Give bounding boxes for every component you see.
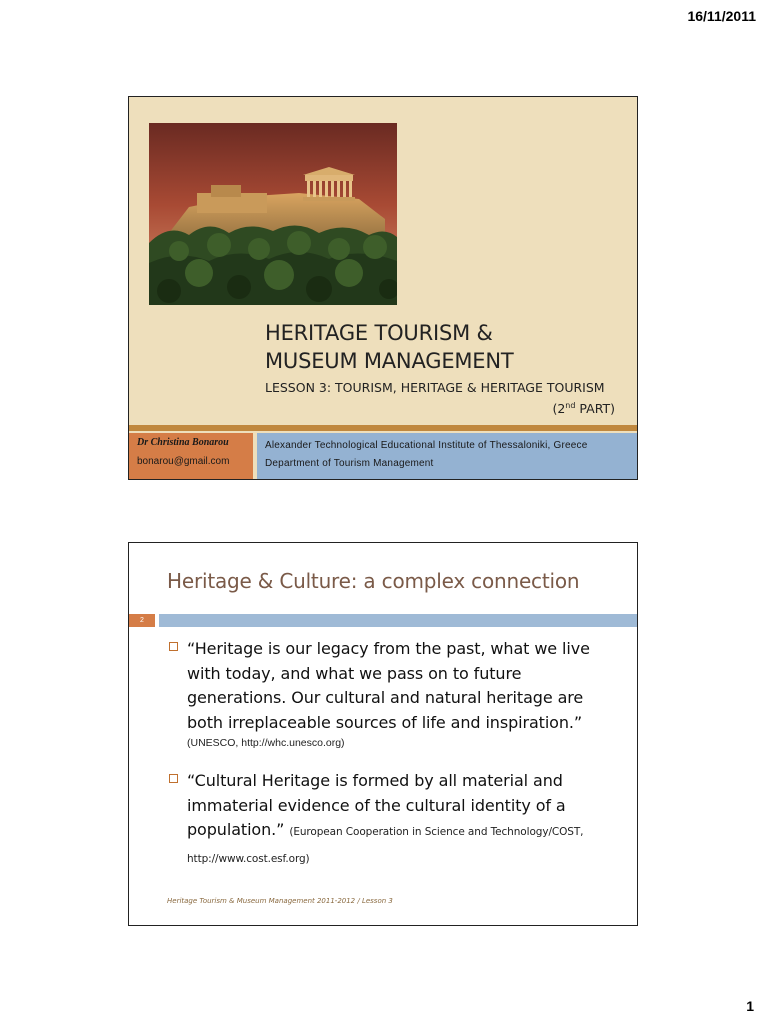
- cost-quote-block: [187, 769, 607, 871]
- title-block: [265, 319, 615, 418]
- part-subtitle: [265, 397, 615, 418]
- author-email: bonarou@gmail.com: [137, 456, 230, 467]
- title-slide: [128, 96, 638, 480]
- part-open: (2: [552, 401, 566, 417]
- page-date: 16/11/2011: [687, 8, 756, 24]
- unesco-source: (UNESCO, http://whc.unesco.org): [187, 737, 345, 749]
- institute-name: Alexander Technological Educational Institute of Thessaloniki, Greece: [265, 440, 588, 451]
- main-title-line2: MUSEUM MANAGEMENT: [265, 349, 514, 373]
- part-sup: nd: [565, 401, 576, 410]
- slide-title: Heritage & Culture: a complex connection: [167, 569, 580, 593]
- institute-box: [257, 433, 637, 479]
- unesco-quote: “Heritage is our legacy from the past, what we live with today, and what we pass on to future generations. Our cultural and natural heritage are both irreplaceable sources of life and inspiration.”: [187, 639, 590, 732]
- bullet-list: [167, 637, 607, 889]
- cost-source: (European Cooperation in Science and Technology/COST, http://www.cost.esf.org): [187, 826, 584, 865]
- square-bullet-icon: [169, 642, 178, 651]
- slide-number: 2: [129, 614, 155, 627]
- part-close: PART): [575, 401, 615, 417]
- lesson-subtitle: LESSON 3: TOURISM, HERITAGE & HERITAGE TOURISM: [265, 380, 605, 395]
- divider-bar: [129, 425, 637, 431]
- main-title-line1: HERITAGE TOURISM &: [265, 321, 493, 345]
- cost-quote: “Cultural Heritage is formed by all material and immaterial evidence of the cultural identity of a population.”: [187, 771, 566, 839]
- title-bar: [159, 614, 637, 627]
- bullet-item: [167, 637, 607, 751]
- square-bullet-icon: [169, 774, 178, 783]
- department-name: Department of Tourism Management: [265, 458, 434, 469]
- slide-footer: Heritage Tourism & Museum Management 2011-2012 / Lesson 3: [167, 897, 393, 905]
- content-slide: [128, 542, 638, 926]
- acropolis-photo: [149, 123, 397, 305]
- author-box: [129, 433, 253, 479]
- author-name: Dr Christina Bonarou: [137, 437, 229, 448]
- page-number: 1: [746, 998, 754, 1014]
- bullet-item: [167, 769, 607, 871]
